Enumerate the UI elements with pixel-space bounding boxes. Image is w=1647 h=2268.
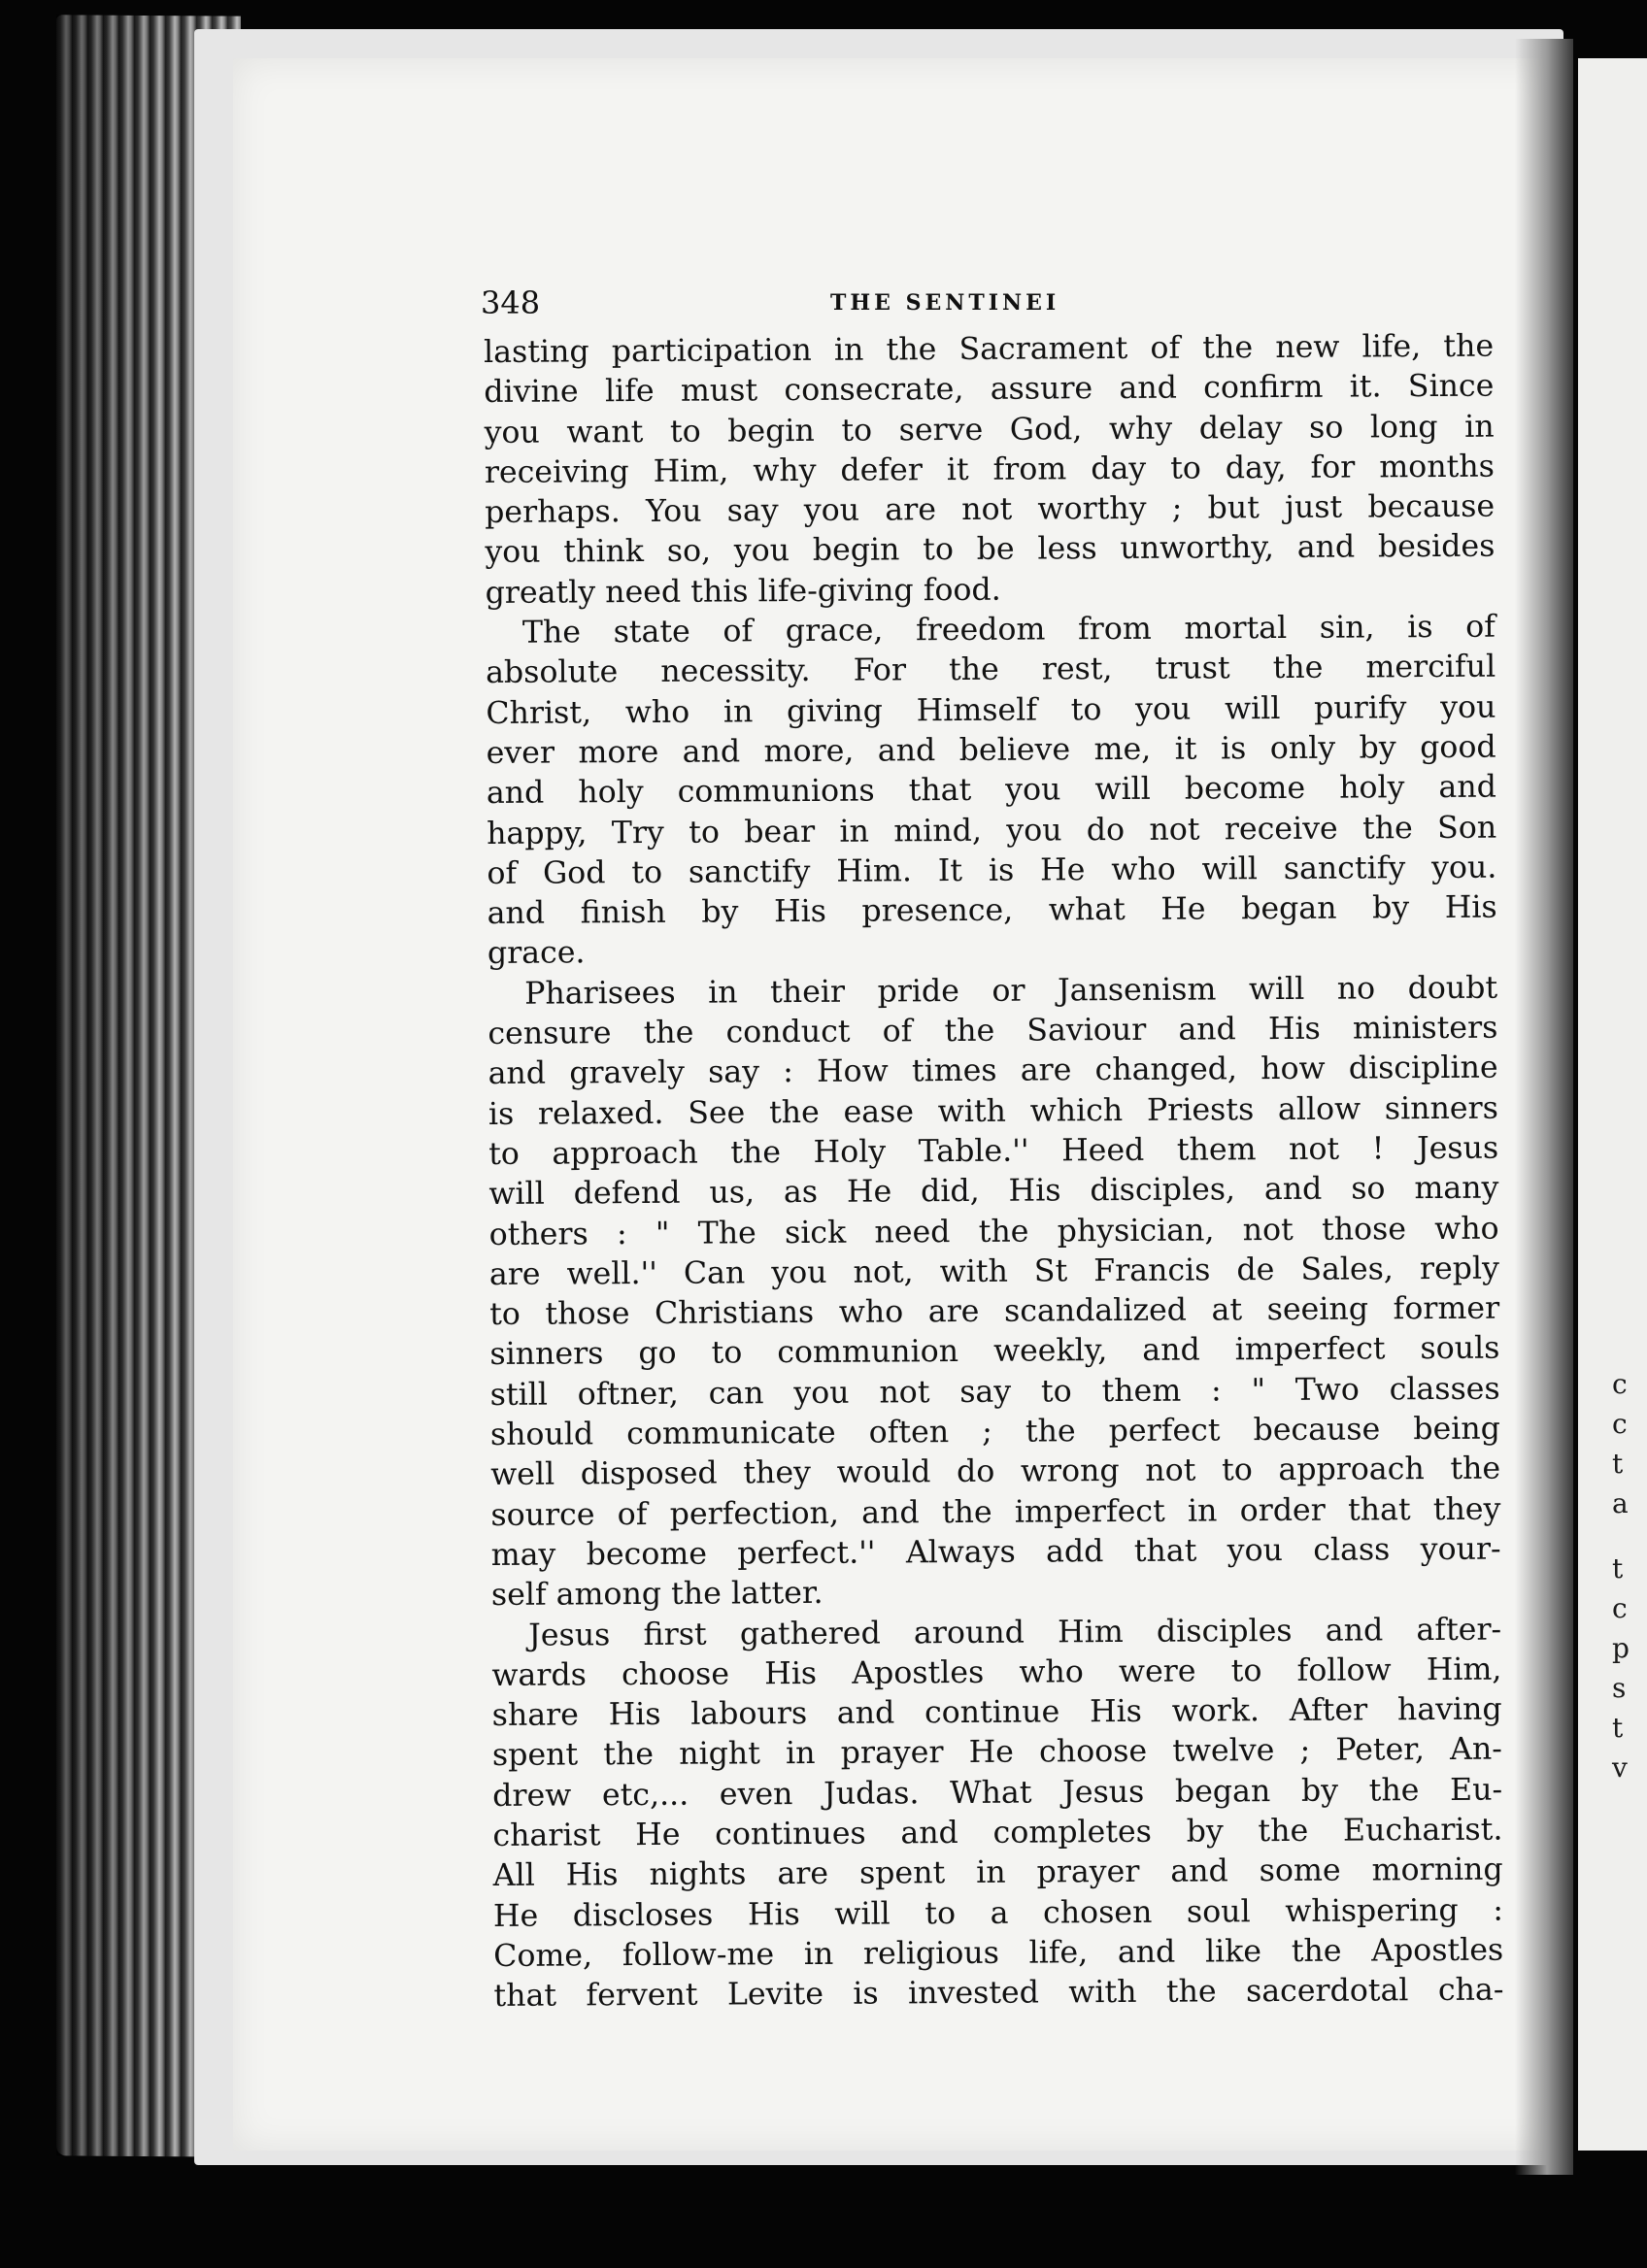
page-number: 348: [481, 284, 541, 321]
text-line: and holy communions that you will become holy and: [486, 769, 1496, 812]
text-line: lasting participation in the Sacrament of the new life, the: [484, 328, 1495, 370]
text-line: drew etc,... even Judas. What Jesus began by the Eu-: [492, 1772, 1503, 1814]
text-line: well disposed they would do wrong not to approach the: [490, 1451, 1501, 1493]
facing-page-fragment: v: [1612, 1751, 1628, 1784]
text-line: others : " The sick need the physician, not those who: [488, 1211, 1499, 1252]
text-line: will defend us, as He did, His disciples, and so many: [488, 1170, 1499, 1213]
facing-page-fragment: p: [1612, 1632, 1630, 1664]
text-line: receiving Him, why defer it from day to day, for months: [484, 449, 1495, 490]
text-line: absolute necessity. For the rest, trust the merciful: [486, 650, 1496, 691]
facing-page: [1578, 58, 1647, 2151]
text-line: charist He continues and completes by the Eucharist.: [492, 1812, 1503, 1853]
text-line: may become perfect.'' Always add that you class your-: [490, 1531, 1501, 1573]
facing-page-fragment: t: [1612, 1552, 1624, 1584]
text-line: sinners go to communion weekly, and imperfect souls: [489, 1331, 1500, 1373]
text-line: All His nights are spent in prayer and some morning: [492, 1851, 1503, 1894]
text-line: happy, Try to bear in mind, you do not receive the Son: [487, 810, 1497, 851]
facing-page-fragment: c: [1612, 1592, 1628, 1624]
facing-page-fragment: t: [1612, 1712, 1624, 1744]
page-gutter-shadow: [1515, 39, 1573, 2175]
text-line: you think so, you begin to be less unworthy, and besides: [485, 529, 1496, 571]
text-line: wards choose His Apostles who were to follow Him,: [491, 1651, 1502, 1693]
facing-page-fragment: c: [1612, 1408, 1628, 1440]
text-line: self among the latter.: [490, 1576, 824, 1614]
text-line: should communicate often ; the perfect because being: [489, 1411, 1501, 1452]
text-line: to approach the Holy Table.'' Heed them not ! Jesus: [488, 1130, 1499, 1172]
page-header: [481, 284, 1481, 323]
text-line: grace.: [487, 935, 586, 972]
text-line: The state of grace, freedom from mortal sin, is of: [521, 609, 1496, 650]
text-line: divine life must consecrate, assure and confirm it. Since: [484, 368, 1495, 411]
text-line: Pharisees in their pride or Jansenism will no doubt: [524, 970, 1498, 1012]
facing-page-fragment: c: [1612, 1368, 1628, 1400]
text-line: censure the conduct of the Saviour and His ministers: [487, 1010, 1498, 1052]
text-line: source of perfection, and the imperfect in order that they: [490, 1491, 1501, 1533]
text-line: of God to sanctify Him. It is He who will sanctify you.: [487, 850, 1497, 891]
text-line: are well.'' Can you not, with St Francis de Sales, reply: [488, 1251, 1500, 1292]
text-line: still oftner, can you not say to them : " Two classes: [489, 1371, 1500, 1413]
text-line: Come, follow-me in religious life, and like the Apostles: [493, 1932, 1504, 1974]
body-text: [484, 327, 1504, 2018]
text-line: He discloses His will to a chosen soul whispering :: [492, 1892, 1504, 1934]
text-line: you want to begin to serve God, why delay so long in: [484, 409, 1495, 450]
facing-page-fragment: s: [1612, 1672, 1627, 1704]
text-line: and finish by His presence, what He began by His: [487, 889, 1497, 932]
text-line: spent the night in prayer He choose twelve ; Peter, An-: [491, 1732, 1503, 1774]
facing-page-fragment: t: [1612, 1448, 1624, 1480]
text-line: Jesus first gathered around Him disciples and after-: [528, 1612, 1502, 1653]
text-line: to those Christians who are scandalized at seeing former: [489, 1290, 1500, 1333]
text-line: ever more and more, and believe me, it is only by good: [486, 729, 1496, 771]
text-line: share His labours and continue His work. After having: [491, 1691, 1502, 1734]
text-line: and gravely say : How times are changed, how discipline: [487, 1050, 1498, 1092]
text-line: that fervent Levite is invested with the sacerdotal cha-: [493, 1972, 1504, 2015]
facing-page-fragment: a: [1612, 1487, 1629, 1519]
text-line: greatly need this life-giving food.: [485, 572, 1001, 611]
text-line: perhaps. You say you are not worthy ; but just because: [485, 488, 1496, 531]
text-line: Christ, who in giving Himself to you will purify you: [486, 689, 1496, 731]
running-head: THE SENTINEI: [830, 290, 1060, 316]
text-line: is relaxed. See the ease with which Priests allow sinners: [487, 1090, 1499, 1132]
